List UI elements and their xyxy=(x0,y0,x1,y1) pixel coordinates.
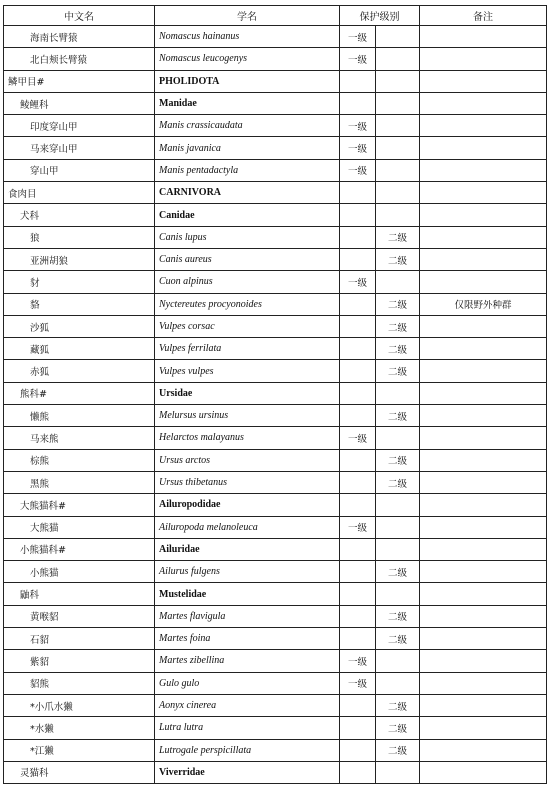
level-two-cell: 二级 xyxy=(376,628,420,650)
level-two-cell: 二级 xyxy=(376,694,420,716)
remarks-cell xyxy=(420,70,547,92)
remarks-cell xyxy=(420,182,547,204)
remarks-cell xyxy=(420,583,547,605)
header-remarks: 备注 xyxy=(420,6,547,26)
remarks-cell xyxy=(420,471,547,493)
remarks-cell xyxy=(420,650,547,672)
remarks-cell xyxy=(420,405,547,427)
chinese-name-cell: 印度穿山甲 xyxy=(4,115,155,137)
level-two-cell xyxy=(376,761,420,783)
chinese-name-cell: 紫貂 xyxy=(4,650,155,672)
taxon-row xyxy=(4,538,547,560)
remarks-cell xyxy=(420,248,547,270)
level-one-cell xyxy=(340,605,376,627)
level-one-cell xyxy=(340,315,376,337)
species-row xyxy=(4,605,547,627)
remarks-cell xyxy=(420,672,547,694)
scientific-name-cell: Canidae xyxy=(155,204,340,226)
chinese-name-cell: 貉 xyxy=(4,293,155,315)
chinese-name-cell: 熊科# xyxy=(4,382,155,404)
taxon-row xyxy=(4,761,547,783)
remarks-cell xyxy=(420,427,547,449)
level-two-cell xyxy=(376,115,420,137)
header-row xyxy=(4,6,547,26)
remarks-cell xyxy=(420,561,547,583)
taxon-row xyxy=(4,182,547,204)
scientific-name-cell: Nomascus leucogenys xyxy=(155,48,340,70)
scientific-name-cell: Lutrogale perspicillata xyxy=(155,739,340,761)
species-row xyxy=(4,137,547,159)
chinese-name-cell: 北白颊长臂猿 xyxy=(4,48,155,70)
taxon-row xyxy=(4,494,547,516)
level-one-cell: 一级 xyxy=(340,650,376,672)
chinese-name-cell: 黄喉貂 xyxy=(4,605,155,627)
level-one-cell xyxy=(340,248,376,270)
scientific-name-cell: Mustelidae xyxy=(155,583,340,605)
remarks-cell xyxy=(420,204,547,226)
remarks-cell xyxy=(420,382,547,404)
chinese-name-cell: 豺 xyxy=(4,271,155,293)
species-row xyxy=(4,516,547,538)
level-two-cell xyxy=(376,271,420,293)
level-two-cell xyxy=(376,182,420,204)
remarks-cell xyxy=(420,516,547,538)
chinese-name-cell: 貂熊 xyxy=(4,672,155,694)
scientific-name-cell: Ursus thibetanus xyxy=(155,471,340,493)
level-two-cell xyxy=(376,650,420,672)
chinese-name-cell: 狼 xyxy=(4,226,155,248)
species-row xyxy=(4,115,547,137)
remarks-cell xyxy=(420,538,547,560)
level-two-cell: 二级 xyxy=(376,338,420,360)
chinese-name-cell: 小熊猫 xyxy=(4,561,155,583)
header-protection-level: 保护级别 xyxy=(340,6,420,26)
scientific-name-cell: PHOLIDOTA xyxy=(155,70,340,92)
species-row xyxy=(4,405,547,427)
scientific-name-cell: Martes foina xyxy=(155,628,340,650)
species-row xyxy=(4,694,547,716)
scientific-name-cell: Viverridae xyxy=(155,761,340,783)
species-row xyxy=(4,293,547,315)
scientific-name-cell: Martes flavigula xyxy=(155,605,340,627)
level-two-cell: 二级 xyxy=(376,471,420,493)
chinese-name-cell: 小熊猫科# xyxy=(4,538,155,560)
level-two-cell: 二级 xyxy=(376,449,420,471)
scientific-name-cell: Martes zibellina xyxy=(155,650,340,672)
level-two-cell: 二级 xyxy=(376,226,420,248)
level-one-cell xyxy=(340,70,376,92)
chinese-name-cell: 鳞甲目# xyxy=(4,70,155,92)
level-one-cell xyxy=(340,360,376,382)
level-two-cell: 二级 xyxy=(376,315,420,337)
level-two-cell xyxy=(376,204,420,226)
chinese-name-cell: 棕熊 xyxy=(4,449,155,471)
level-one-cell xyxy=(340,538,376,560)
taxon-row xyxy=(4,583,547,605)
table-body xyxy=(4,26,547,784)
level-two-cell: 二级 xyxy=(376,605,420,627)
species-row xyxy=(4,226,547,248)
remarks-cell xyxy=(420,494,547,516)
species-row xyxy=(4,248,547,270)
remarks-cell xyxy=(420,449,547,471)
remarks-cell xyxy=(420,739,547,761)
chinese-name-cell: 海南长臂猿 xyxy=(4,26,155,48)
level-two-cell xyxy=(376,583,420,605)
remarks-cell xyxy=(420,338,547,360)
scientific-name-cell: Canis aureus xyxy=(155,248,340,270)
level-one-cell xyxy=(340,694,376,716)
species-row xyxy=(4,315,547,337)
species-row xyxy=(4,717,547,739)
level-two-cell xyxy=(376,516,420,538)
scientific-name-cell: Nyctereutes procyonoides xyxy=(155,293,340,315)
species-row xyxy=(4,48,547,70)
scientific-name-cell: Cuon alpinus xyxy=(155,271,340,293)
level-two-cell xyxy=(376,48,420,70)
level-two-cell: 二级 xyxy=(376,248,420,270)
scientific-name-cell: Ailurus fulgens xyxy=(155,561,340,583)
species-row xyxy=(4,26,547,48)
species-row xyxy=(4,628,547,650)
scientific-name-cell: Ursus arctos xyxy=(155,449,340,471)
level-two-cell xyxy=(376,70,420,92)
level-one-cell xyxy=(340,561,376,583)
chinese-name-cell: 沙狐 xyxy=(4,315,155,337)
species-row xyxy=(4,672,547,694)
scientific-name-cell: Manidae xyxy=(155,92,340,114)
level-one-cell: 一级 xyxy=(340,672,376,694)
scientific-name-cell: Nomascus hainanus xyxy=(155,26,340,48)
scientific-name-cell: Gulo gulo xyxy=(155,672,340,694)
species-row xyxy=(4,739,547,761)
species-row xyxy=(4,338,547,360)
remarks-cell xyxy=(420,26,547,48)
scientific-name-cell: Manis pentadactyla xyxy=(155,159,340,181)
remarks-cell xyxy=(420,694,547,716)
remarks-cell: 仅限野外种群 xyxy=(420,293,547,315)
level-one-cell xyxy=(340,739,376,761)
scientific-name-cell: Lutra lutra xyxy=(155,717,340,739)
level-two-cell xyxy=(376,92,420,114)
level-one-cell xyxy=(340,226,376,248)
remarks-cell xyxy=(420,159,547,181)
chinese-name-cell: 穿山甲 xyxy=(4,159,155,181)
level-one-cell xyxy=(340,494,376,516)
scientific-name-cell: Ailuropodidae xyxy=(155,494,340,516)
level-one-cell xyxy=(340,382,376,404)
level-two-cell xyxy=(376,494,420,516)
remarks-cell xyxy=(420,717,547,739)
remarks-cell xyxy=(420,315,547,337)
level-one-cell xyxy=(340,471,376,493)
remarks-cell xyxy=(420,605,547,627)
scientific-name-cell: Ursidae xyxy=(155,382,340,404)
remarks-cell xyxy=(420,360,547,382)
chinese-name-cell: 马来穿山甲 xyxy=(4,137,155,159)
level-two-cell: 二级 xyxy=(376,561,420,583)
level-one-cell xyxy=(340,583,376,605)
level-one-cell xyxy=(340,182,376,204)
chinese-name-cell: 藏狐 xyxy=(4,338,155,360)
chinese-name-cell: 犬科 xyxy=(4,204,155,226)
chinese-name-cell: 灵猫科 xyxy=(4,761,155,783)
remarks-cell xyxy=(420,48,547,70)
level-one-cell: 一级 xyxy=(340,26,376,48)
level-one-cell xyxy=(340,628,376,650)
chinese-name-cell: 鼬科 xyxy=(4,583,155,605)
level-one-cell: 一级 xyxy=(340,137,376,159)
chinese-name-cell: 亚洲胡狼 xyxy=(4,248,155,270)
scientific-name-cell: Melursus ursinus xyxy=(155,405,340,427)
species-row xyxy=(4,449,547,471)
chinese-name-cell: 石貂 xyxy=(4,628,155,650)
species-row xyxy=(4,159,547,181)
chinese-name-cell: *水獭 xyxy=(4,717,155,739)
header-chinese-name: 中文名 xyxy=(4,6,155,26)
level-one-cell xyxy=(340,338,376,360)
species-row xyxy=(4,427,547,449)
level-two-cell: 二级 xyxy=(376,360,420,382)
scientific-name-cell: Vulpes ferrilata xyxy=(155,338,340,360)
level-one-cell: 一级 xyxy=(340,159,376,181)
level-two-cell: 二级 xyxy=(376,739,420,761)
level-two-cell xyxy=(376,427,420,449)
chinese-name-cell: 马来熊 xyxy=(4,427,155,449)
level-one-cell xyxy=(340,449,376,471)
species-row xyxy=(4,360,547,382)
level-two-cell xyxy=(376,26,420,48)
level-one-cell xyxy=(340,405,376,427)
chinese-name-cell: *江獭 xyxy=(4,739,155,761)
scientific-name-cell: Manis javanica xyxy=(155,137,340,159)
species-row xyxy=(4,471,547,493)
species-row xyxy=(4,561,547,583)
remarks-cell xyxy=(420,92,547,114)
scientific-name-cell: Ailuropoda melanoleuca xyxy=(155,516,340,538)
level-one-cell xyxy=(340,293,376,315)
level-one-cell xyxy=(340,717,376,739)
remarks-cell xyxy=(420,115,547,137)
scientific-name-cell: Canis lupus xyxy=(155,226,340,248)
chinese-name-cell: 鲮鲤科 xyxy=(4,92,155,114)
header-scientific-name: 学名 xyxy=(155,6,340,26)
level-one-cell xyxy=(340,92,376,114)
chinese-name-cell: *小爪水獭 xyxy=(4,694,155,716)
remarks-cell xyxy=(420,137,547,159)
level-one-cell xyxy=(340,761,376,783)
scientific-name-cell: Ailuridae xyxy=(155,538,340,560)
level-two-cell xyxy=(376,137,420,159)
taxon-row xyxy=(4,382,547,404)
level-two-cell: 二级 xyxy=(376,717,420,739)
taxon-row xyxy=(4,204,547,226)
remarks-cell xyxy=(420,226,547,248)
scientific-name-cell: Vulpes vulpes xyxy=(155,360,340,382)
level-two-cell xyxy=(376,382,420,404)
level-one-cell: 一级 xyxy=(340,115,376,137)
level-one-cell: 一级 xyxy=(340,271,376,293)
level-two-cell xyxy=(376,672,420,694)
scientific-name-cell: Helarctos malayanus xyxy=(155,427,340,449)
chinese-name-cell: 赤狐 xyxy=(4,360,155,382)
chinese-name-cell: 食肉目 xyxy=(4,182,155,204)
level-two-cell xyxy=(376,159,420,181)
species-row xyxy=(4,271,547,293)
table-header xyxy=(4,6,547,26)
remarks-cell xyxy=(420,761,547,783)
level-one-cell: 一级 xyxy=(340,516,376,538)
scientific-name-cell: Aonyx cinerea xyxy=(155,694,340,716)
taxon-row xyxy=(4,70,547,92)
species-row xyxy=(4,650,547,672)
remarks-cell xyxy=(420,628,547,650)
level-one-cell xyxy=(340,204,376,226)
remarks-cell xyxy=(420,271,547,293)
scientific-name-cell: Vulpes corsac xyxy=(155,315,340,337)
protected-species-table xyxy=(3,5,547,784)
chinese-name-cell: 黑熊 xyxy=(4,471,155,493)
scientific-name-cell: Manis crassicaudata xyxy=(155,115,340,137)
scientific-name-cell: CARNIVORA xyxy=(155,182,340,204)
chinese-name-cell: 懒熊 xyxy=(4,405,155,427)
level-one-cell: 一级 xyxy=(340,48,376,70)
level-one-cell: 一级 xyxy=(340,427,376,449)
chinese-name-cell: 大熊猫 xyxy=(4,516,155,538)
chinese-name-cell: 大熊猫科# xyxy=(4,494,155,516)
level-two-cell: 二级 xyxy=(376,405,420,427)
level-two-cell: 二级 xyxy=(376,293,420,315)
taxon-row xyxy=(4,92,547,114)
level-two-cell xyxy=(376,538,420,560)
